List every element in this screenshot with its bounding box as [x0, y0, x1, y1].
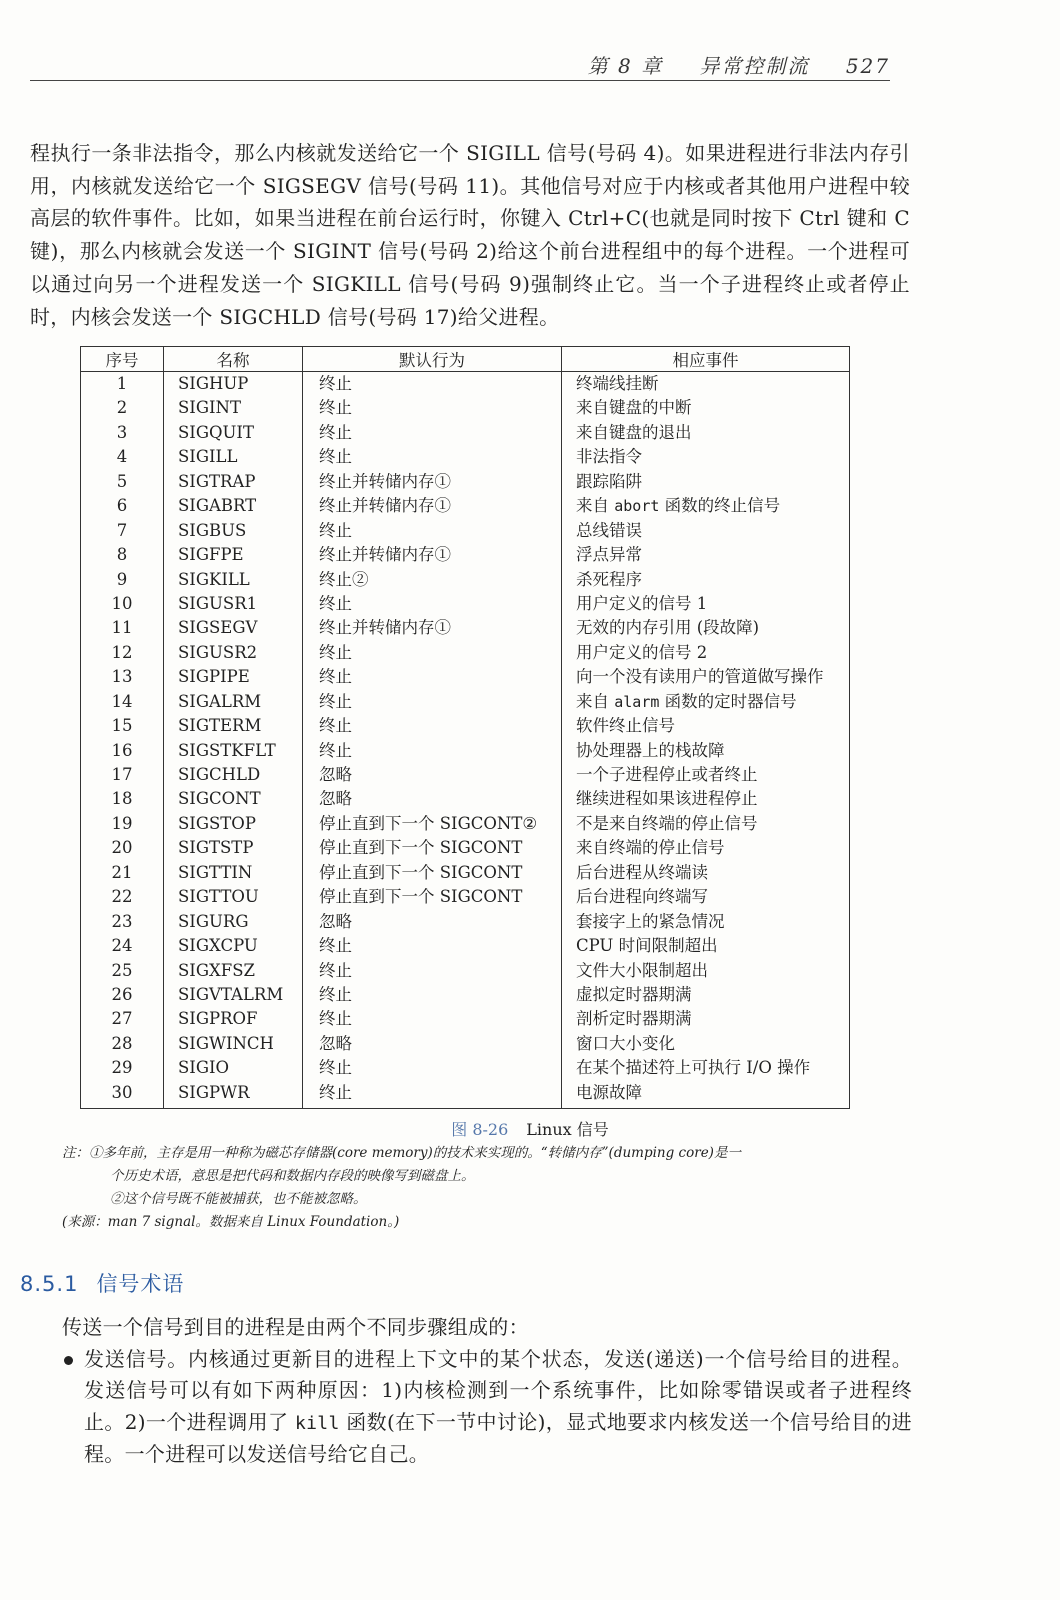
- table-row: [81, 372, 850, 397]
- bullet-code: kill: [295, 1412, 340, 1434]
- default-action: 终止: [303, 959, 562, 983]
- default-action: 终止: [303, 739, 562, 763]
- section-number: 8.5.1: [20, 1272, 79, 1296]
- table-row: [81, 519, 850, 543]
- signal-name: SIGSTOP: [164, 812, 303, 836]
- signal-name: SIGPWR: [164, 1081, 303, 1109]
- event-text-post: 函数的定时器信号: [659, 691, 797, 711]
- event-text-post: 函数的终止信号: [659, 496, 781, 516]
- table-row: [81, 568, 850, 592]
- bullet-text-post: 函数(在下一节中讨论)，显式地要求内核发送一个信号给目的进程。一个进程可以发送信号给它自己。: [84, 1409, 912, 1466]
- figure-number: 图 8-26: [451, 1120, 509, 1139]
- signal-event: 套接字上的紧急情况: [562, 910, 850, 934]
- section-body: [62, 1312, 912, 1471]
- signal-name: SIGSEGV: [164, 616, 303, 640]
- signal-name: SIGBUS: [164, 519, 303, 543]
- bullet-text-pre: 发送信号。内核通过更新目的进程上下文中的某个状态，发送(递送)一个信号给目的进程。发送信号可以有如下两种原因：1)内核检测到一个系统事件，比如除零错误或者子进程终止。2)一个进程调用了: [84, 1346, 912, 1434]
- default-action: 忽略: [303, 910, 562, 934]
- signal-name: SIGINT: [164, 396, 303, 420]
- signal-name: SIGWINCH: [164, 1032, 303, 1056]
- signal-name: SIGTERM: [164, 714, 303, 738]
- signal-number: 5: [81, 470, 164, 494]
- table-row: [81, 1081, 850, 1109]
- col-header-action: 默认行为: [303, 347, 562, 372]
- signal-name: SIGPIPE: [164, 665, 303, 689]
- default-action: 终止: [303, 1081, 562, 1109]
- event-function-name: abort: [614, 497, 660, 516]
- signal-event: 协处理器上的栈故障: [562, 739, 850, 763]
- signal-name: SIGHUP: [164, 372, 303, 397]
- signal-event: [562, 494, 850, 518]
- page-number: 527: [845, 54, 890, 78]
- signal-event: 浮点异常: [562, 543, 850, 567]
- table-row: [81, 763, 850, 787]
- section-title: 信号术语: [96, 1272, 185, 1296]
- table-row: [81, 910, 850, 934]
- default-action: 终止: [303, 445, 562, 469]
- list-item: [62, 1344, 912, 1471]
- table-row: [81, 641, 850, 665]
- default-action: 终止②: [303, 568, 562, 592]
- signal-event: 跟踪陷阱: [562, 470, 850, 494]
- signal-event: 软件终止信号: [562, 714, 850, 738]
- table-row: [81, 616, 850, 640]
- col-header-name: 名称: [164, 347, 303, 372]
- default-action: 终止: [303, 592, 562, 616]
- table-row: [81, 885, 850, 909]
- signal-number: 4: [81, 445, 164, 469]
- signal-number: 11: [81, 616, 164, 640]
- default-action: 忽略: [303, 787, 562, 811]
- signal-event: 虚拟定时器期满: [562, 983, 850, 1007]
- signal-event: 剖析定时器期满: [562, 1007, 850, 1031]
- signal-event: 用户定义的信号 2: [562, 641, 850, 665]
- signal-event: 窗口大小变化: [562, 1032, 850, 1056]
- table-row: [81, 494, 850, 518]
- signal-event: 文件大小限制超出: [562, 959, 850, 983]
- default-action: 终止: [303, 665, 562, 689]
- signal-name: SIGCHLD: [164, 763, 303, 787]
- signal-number: 23: [81, 910, 164, 934]
- table-row: [81, 739, 850, 763]
- table-row: [81, 812, 850, 836]
- table-row: [81, 836, 850, 860]
- bullet-icon: [64, 1356, 73, 1365]
- default-action: 终止: [303, 714, 562, 738]
- chapter-number: 第 8 章: [587, 54, 664, 78]
- table-row: [81, 714, 850, 738]
- signal-number: 30: [81, 1081, 164, 1109]
- col-header-num: 序号: [81, 347, 164, 372]
- note-2: ②这个信号既不能被捕获，也不能被忽略。: [110, 1191, 367, 1207]
- signal-number: 25: [81, 959, 164, 983]
- signal-name: SIGABRT: [164, 494, 303, 518]
- table-row: [81, 861, 850, 885]
- default-action: 终止: [303, 396, 562, 420]
- default-action: 停止直到下一个 SIGCONT: [303, 885, 562, 909]
- table-row: [81, 787, 850, 811]
- signal-event: 向一个没有读用户的管道做写操作: [562, 665, 850, 689]
- signal-number: 10: [81, 592, 164, 616]
- signal-number: 17: [81, 763, 164, 787]
- table-row: [81, 1007, 850, 1031]
- signal-number: 21: [81, 861, 164, 885]
- table-row: [81, 983, 850, 1007]
- signal-number: 3: [81, 421, 164, 445]
- note-1-line-2: 个历史术语，意思是把代码和数据内存段的映像写到磁盘上。: [110, 1168, 475, 1184]
- signal-number: 16: [81, 739, 164, 763]
- signal-number: 1: [81, 372, 164, 397]
- section-heading: [20, 1268, 184, 1298]
- default-action: 终止: [303, 1007, 562, 1031]
- table-row: [81, 470, 850, 494]
- table-row: [81, 445, 850, 469]
- table-header-row: [81, 347, 850, 372]
- table-row: [81, 665, 850, 689]
- default-action: 终止: [303, 372, 562, 397]
- table-row: [81, 421, 850, 445]
- default-action: 终止: [303, 421, 562, 445]
- table-row: [81, 1056, 850, 1080]
- signal-event: 不是来自终端的停止信号: [562, 812, 850, 836]
- signal-table: [80, 346, 850, 1109]
- default-action: 停止直到下一个 SIGCONT: [303, 836, 562, 860]
- signal-name: SIGFPE: [164, 543, 303, 567]
- intro-paragraph: 程执行一条非法指令，那么内核就发送给它一个 SIGILL 信号(号码 4)。如果进程进行非法内存引用，内核就发送给它一个 SIGSEGV 信号(号码 11)。其他信号对应于内核或者其他用户进程中较高层的软件事件。比如，如果当进程在前台运行时，你键入 Ctrl+C(也就是同时按下 Ctrl 键和 C 键)，那么内核就会发送一个 SIGINT 信号(号码 2)给这个前台进程组中的每个进程。一个进程可以通过向另一个进程发送一个 SIGKILL 信号(号码 9)强制终止它。当一个子进程终止或者停止时，内核会发送一个 SIGCHLD 信号(号码 17)给父进程。: [30, 141, 910, 329]
- default-action: 终止: [303, 934, 562, 958]
- signal-number: 8: [81, 543, 164, 567]
- table-row: [81, 959, 850, 983]
- signal-name: SIGUSR1: [164, 592, 303, 616]
- note-1-line-1: 注：①多年前，主存是用一种称为磁芯存储器(core memory)的技术来实现的。“转储内存”(dumping core)是一: [62, 1145, 741, 1161]
- signal-number: 29: [81, 1056, 164, 1080]
- signal-name: SIGILL: [164, 445, 303, 469]
- signal-event: 后台进程向终端写: [562, 885, 850, 909]
- signal-number: 28: [81, 1032, 164, 1056]
- signal-number: 14: [81, 690, 164, 714]
- signal-event: 电源故障: [562, 1081, 850, 1109]
- signal-name: SIGTTIN: [164, 861, 303, 885]
- chapter-title: 异常控制流: [699, 54, 810, 78]
- signal-name: SIGALRM: [164, 690, 303, 714]
- signal-event: 来自键盘的退出: [562, 421, 850, 445]
- signal-event: CPU 时间限制超出: [562, 934, 850, 958]
- default-action: 忽略: [303, 763, 562, 787]
- default-action: 终止: [303, 983, 562, 1007]
- signal-number: 9: [81, 568, 164, 592]
- header-text: [560, 50, 890, 79]
- table-row: [81, 543, 850, 567]
- signal-name: SIGURG: [164, 910, 303, 934]
- default-action: 停止直到下一个 SIGCONT②: [303, 812, 562, 836]
- signal-name: SIGXFSZ: [164, 959, 303, 983]
- signal-name: SIGCONT: [164, 787, 303, 811]
- signal-event: 无效的内存引用 (段故障): [562, 616, 850, 640]
- signal-number: 20: [81, 836, 164, 860]
- table-notes: [62, 1142, 902, 1234]
- signal-name: SIGTTOU: [164, 885, 303, 909]
- default-action: 停止直到下一个 SIGCONT: [303, 861, 562, 885]
- signal-event: 后台进程从终端读: [562, 861, 850, 885]
- signal-event: 终端线挂断: [562, 372, 850, 397]
- signal-number: 13: [81, 665, 164, 689]
- signal-number: 19: [81, 812, 164, 836]
- signal-name: SIGKILL: [164, 568, 303, 592]
- default-action: 终止: [303, 690, 562, 714]
- signal-number: 24: [81, 934, 164, 958]
- default-action: 终止: [303, 1056, 562, 1080]
- signal-event: 一个子进程停止或者终止: [562, 763, 850, 787]
- default-action: 终止并转储内存①: [303, 543, 562, 567]
- signal-event: [562, 690, 850, 714]
- signal-name: SIGUSR2: [164, 641, 303, 665]
- figure-caption: [0, 1117, 1060, 1140]
- default-action: 终止: [303, 641, 562, 665]
- table-row: [81, 934, 850, 958]
- default-action: 终止并转储内存①: [303, 616, 562, 640]
- signal-name: SIGXCPU: [164, 934, 303, 958]
- event-text-pre: 来自: [576, 496, 615, 516]
- table-row: [81, 396, 850, 420]
- table-row: [81, 690, 850, 714]
- col-header-event: 相应事件: [562, 347, 850, 372]
- signal-name: SIGQUIT: [164, 421, 303, 445]
- note-source: (来源：man 7 signal。数据来自 Linux Foundation。): [62, 1214, 400, 1230]
- table-row: [81, 592, 850, 616]
- signal-event: 来自键盘的中断: [562, 396, 850, 420]
- signal-event: 杀死程序: [562, 568, 850, 592]
- table-row: [81, 1032, 850, 1056]
- signal-event: 继续进程如果该进程停止: [562, 787, 850, 811]
- signal-number: 2: [81, 396, 164, 420]
- signal-table-body: [81, 372, 850, 1109]
- signal-number: 15: [81, 714, 164, 738]
- signal-event: 非法指令: [562, 445, 850, 469]
- signal-number: 27: [81, 1007, 164, 1031]
- signal-event: 在某个描述符上可执行 I/O 操作: [562, 1056, 850, 1080]
- signal-number: 18: [81, 787, 164, 811]
- section-lead: 传送一个信号到目的进程是由两个不同步骤组成的：: [62, 1315, 529, 1339]
- default-action: 忽略: [303, 1032, 562, 1056]
- signal-name: SIGPROF: [164, 1007, 303, 1031]
- signal-name: SIGTSTP: [164, 836, 303, 860]
- signal-number: 6: [81, 494, 164, 518]
- event-text-pre: 来自: [576, 691, 615, 711]
- default-action: 终止并转储内存①: [303, 470, 562, 494]
- signal-number: 12: [81, 641, 164, 665]
- signal-name: SIGIO: [164, 1056, 303, 1080]
- signal-number: 26: [81, 983, 164, 1007]
- signal-name: SIGSTKFLT: [164, 739, 303, 763]
- signal-number: 7: [81, 519, 164, 543]
- signal-name: SIGVTALRM: [164, 983, 303, 1007]
- signal-name: SIGTRAP: [164, 470, 303, 494]
- default-action: 终止并转储内存①: [303, 494, 562, 518]
- event-function-name: alarm: [614, 692, 660, 711]
- default-action: 终止: [303, 519, 562, 543]
- signal-number: 22: [81, 885, 164, 909]
- signal-event: 总线错误: [562, 519, 850, 543]
- figure-title: Linux 信号: [526, 1120, 609, 1139]
- signal-event: 用户定义的信号 1: [562, 592, 850, 616]
- signal-event: 来自终端的停止信号: [562, 836, 850, 860]
- running-header: [30, 50, 890, 81]
